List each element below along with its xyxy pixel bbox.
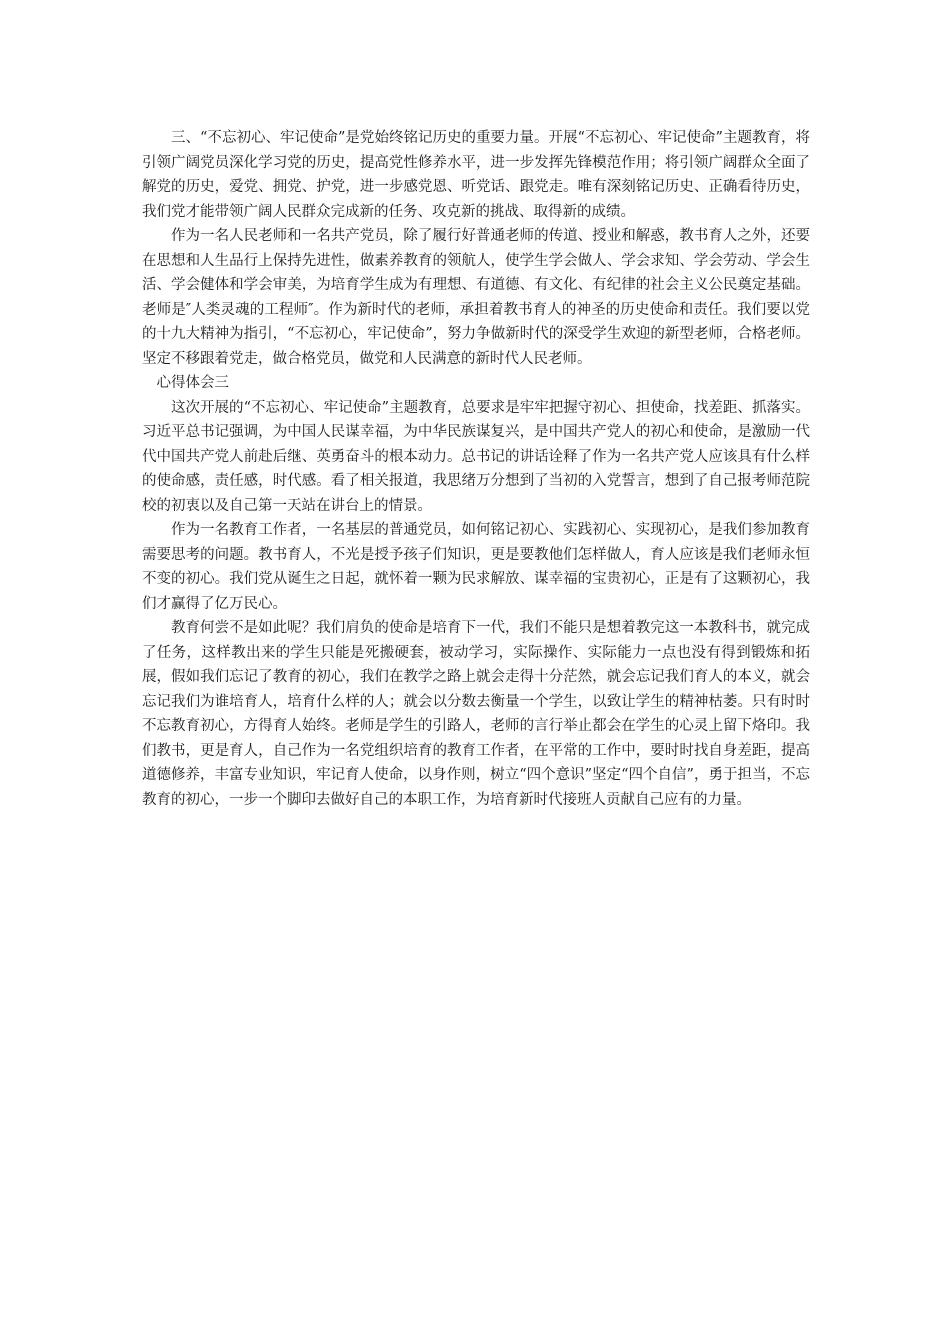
section-paragraph-2: 作为一名教育工作者，一名基层的普通党员，如何铭记初心、实践初心、实现初心，是我们参加教育需要思考的问题。教书育人，不光是授予孩子们知识，更是要教他们怎样做人，育人应该是我们老师永恒不变的初心。我们党从诞生之日起，就怀着一颗为民求解放、谋幸福的宝贵初心，正是有了这颗初心，我们才赢得了亿万民心。 bbox=[142, 522, 810, 612]
section-heading: 心得体会三 bbox=[156, 375, 229, 391]
paragraph-2: 作为一名人民老师和一名共产党员，除了履行好普通老师的传道、授业和解惑，教书育人之外，还要在思想和人生品行上保持先进性，做素养教育的领航人，使学生学会做人、学会求知、学会劳动、学会生活、学会健体和学会审美，为培育学生成为有理想、有道德、有文化、有纪律的社会主义公民奠定基础。 老师是″人类灵魂的工程师″。作为新时代的老师，承担着教书育人的神圣的历史使命和责任。我们要以党的十九大精神为指引，“不忘初心，牢记使命”，努力争做新时代的深受学生欢迎的新型老师，合格老师。坚定不移跟着党走，做合格党员，做党和人民满意的新时代人民老师。 bbox=[142, 228, 810, 367]
document-body bbox=[142, 126, 810, 812]
section-paragraph-1: 这次开展的“不忘初心、牢记使命”主题教育，总要求是牢牢把握守初心、担使命，找差距、抓落实。习近平总书记强调，为中国人民谋幸福，为中华民族谋复兴，是中国共产党人的初心和使命，是激励一代代中国共产党人前赴后继、英勇奋斗的根本动力。总书记的讲话诠释了作为一名共产党人应该具有什么样的使命感，责任感，时代感。看了相关报道，我思绪万分想到了当初的入党誓言，想到了自己报考师范院校的初衷以及自己第一天站在讲台上的情景。 bbox=[142, 399, 810, 514]
section-paragraph-3: 教育何尝不是如此呢？我们肩负的使命是培育下一代，我们不能只是想着教完这一本教科书，就完成了任务，这样教出来的学生只能是死搬硬套，被动学习，实际操作、实际能力一点也没有得到锻炼和拓展，假如我们忘记了教育的初心，我们在教学之路上就会走得十分茫然，就会忘记我们育人的本义，就会忘记我们为谁培育人，培育什么样的人；就会以分数去衡量一个学生，以致让学生的精神枯萎。只有时时不忘教育初心，方得育人始终。老师是学生的引路人，老师的言行举止都会在学生的心灵上留下烙印。我们教书，更是育人，自己作为一名党组织培育的教育工作者，在平常的工作中，要时时找自身差距，提高道德修养，丰富专业知识，牢记育人使命，以身作则，树立“四个意识”坚定“四个自信”，勇于担当，不忘教育的初心，一步一个脚印去做好自己的本职工作，为培育新时代接班人贡献自己应有的力量。 bbox=[142, 620, 810, 808]
paragraph-1: 三、“不忘初心、牢记使命”是党始终铭记历史的重要力量。开展“不忘初心、牢记使命”主题教育，将引领广阔党员深化学习党的历史，提高党性修养水平，进一步发挥先锋模范作用；将引领广阔群众全面了解党的历史，爱党、拥党、护党，进一步感党恩、听党话、跟党走。唯有深刻铭记历史、正确看待历史，我们党才能带领广阔人民群众完成新的任务、攻克新的挑战、取得新的成绩。 bbox=[142, 130, 810, 220]
